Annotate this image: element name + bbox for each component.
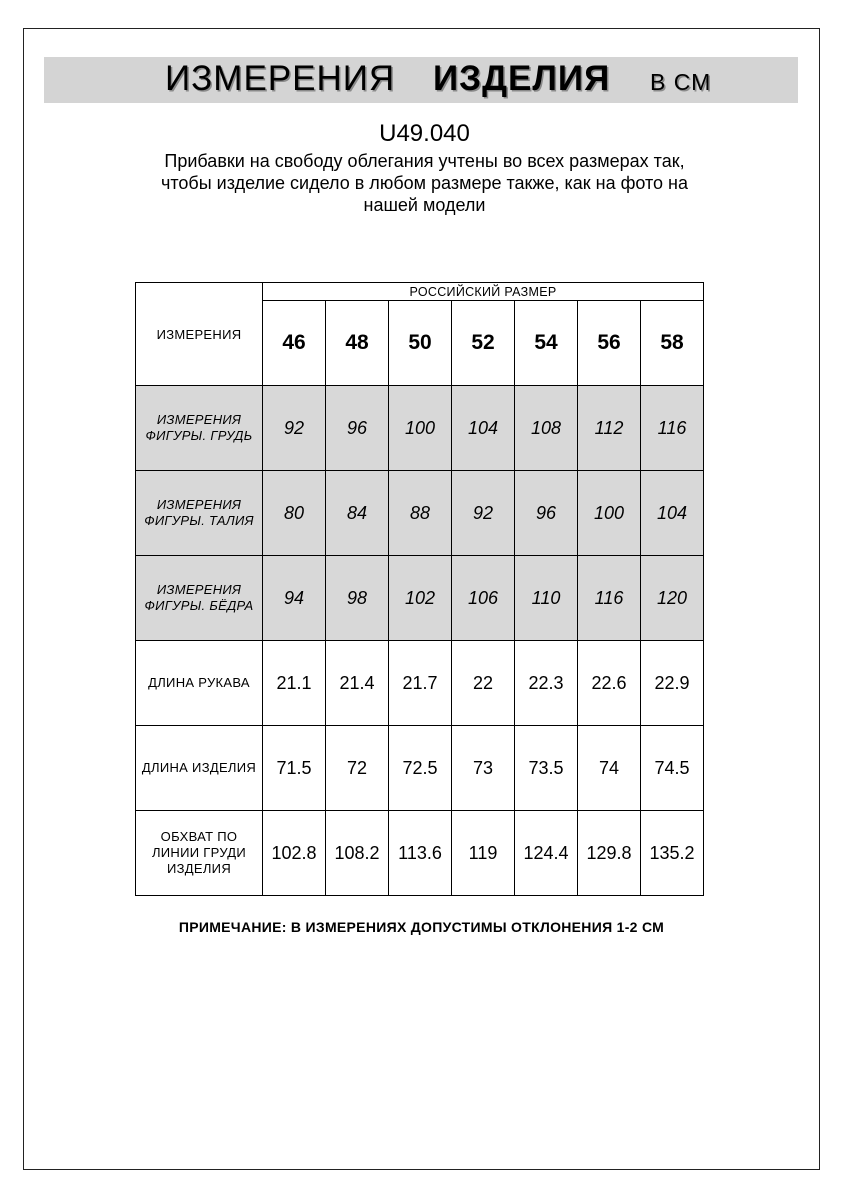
title-measurements: ИЗМЕРЕНИЯ	[165, 59, 396, 98]
value-cell: 84	[326, 471, 389, 556]
value-cell: 100	[389, 386, 452, 471]
value-cell: 98	[326, 556, 389, 641]
row-label	[136, 386, 263, 471]
value-cell: 92	[263, 386, 326, 471]
size-header-cell: 50	[389, 301, 452, 386]
value-cell: 72.5	[389, 726, 452, 811]
size-header-cell: 56	[578, 301, 641, 386]
value-cell: 94	[263, 556, 326, 641]
row-label	[136, 556, 263, 641]
row-label	[136, 811, 263, 896]
value-cell: 116	[578, 556, 641, 641]
value-cell: 100	[578, 471, 641, 556]
row-label-line: ОБХВАТ ПО	[160, 829, 238, 844]
value-cell: 108	[515, 386, 578, 471]
value-cell: 96	[326, 386, 389, 471]
table-row	[136, 471, 704, 556]
value-cell: 106	[452, 556, 515, 641]
fit-note	[100, 150, 749, 216]
row-label-line: ИЗМЕРЕНИЯ	[156, 582, 242, 597]
value-cell: 92	[452, 471, 515, 556]
value-cell: 73.5	[515, 726, 578, 811]
value-cell: 21.7	[389, 641, 452, 726]
table-row	[136, 726, 704, 811]
value-cell: 129.8	[578, 811, 641, 896]
row-label	[136, 471, 263, 556]
value-cell: 124.4	[515, 811, 578, 896]
row-label-line: ИЗМЕРЕНИЯ	[156, 412, 242, 427]
size-header-cell: 46	[263, 301, 326, 386]
value-cell: 74	[578, 726, 641, 811]
value-cell: 74.5	[641, 726, 704, 811]
fit-note-line: нашей модели	[363, 195, 486, 215]
value-cell: 102	[389, 556, 452, 641]
value-cell: 102.8	[263, 811, 326, 896]
measurements-header: ИЗМЕРЕНИЯ	[136, 283, 263, 386]
value-cell: 22.3	[515, 641, 578, 726]
value-cell: 71.5	[263, 726, 326, 811]
value-cell: 96	[515, 471, 578, 556]
value-cell: 104	[641, 471, 704, 556]
value-cell: 22.6	[578, 641, 641, 726]
value-cell: 73	[452, 726, 515, 811]
table-row	[136, 386, 704, 471]
value-cell: 135.2	[641, 811, 704, 896]
value-cell: 72	[326, 726, 389, 811]
row-label-line: ЛИНИИ ГРУДИ	[151, 845, 247, 860]
value-cell: 108.2	[326, 811, 389, 896]
row-label-line: ДЛИНА РУКАВА	[148, 675, 250, 690]
size-header-cell: 52	[452, 301, 515, 386]
row-label-line: ФИГУРЫ. ТАЛИЯ	[144, 513, 254, 528]
value-cell: 116	[641, 386, 704, 471]
russian-size-header: РОССИЙСКИЙ РАЗМЕР	[263, 283, 704, 301]
value-cell: 113.6	[389, 811, 452, 896]
value-cell: 22.9	[641, 641, 704, 726]
value-cell: 104	[452, 386, 515, 471]
row-label-line: ФИГУРЫ. БЁДРА	[144, 598, 254, 613]
size-header-cell: 48	[326, 301, 389, 386]
table-row	[136, 641, 704, 726]
value-cell: 119	[452, 811, 515, 896]
value-cell: 22	[452, 641, 515, 726]
title-product: ИЗДЕЛИЯ	[433, 59, 611, 98]
size-header-cell: 58	[641, 301, 704, 386]
article-number: U49.040	[379, 120, 470, 147]
size-header-cell: 54	[515, 301, 578, 386]
size-table	[135, 282, 704, 896]
row-label-line: ИЗДЕЛИЯ	[166, 861, 232, 876]
value-cell: 112	[578, 386, 641, 471]
fit-note-line: чтобы изделие сидело в любом размере также, как на фото на	[160, 173, 689, 193]
fit-note-line: Прибавки на свободу облегания учтены во всех размерах так,	[164, 151, 685, 171]
value-cell: 21.1	[263, 641, 326, 726]
value-cell: 120	[641, 556, 704, 641]
title-units: В СМ	[650, 69, 712, 95]
value-cell: 110	[515, 556, 578, 641]
row-label-line: ИЗМЕРЕНИЯ	[156, 497, 242, 512]
table-row	[136, 556, 704, 641]
title-bar	[44, 57, 798, 103]
tolerance-footnote: ПРИМЕЧАНИЕ: В ИЗМЕРЕНИЯХ ДОПУСТИМЫ ОТКЛОНЕНИЯ 1-2 СМ	[178, 919, 665, 935]
value-cell: 21.4	[326, 641, 389, 726]
row-label	[136, 726, 263, 811]
value-cell: 80	[263, 471, 326, 556]
row-label	[136, 641, 263, 726]
value-cell: 88	[389, 471, 452, 556]
table-row	[136, 811, 704, 896]
row-label-line: ДЛИНА ИЗДЕЛИЯ	[141, 760, 257, 775]
row-label-line: ФИГУРЫ. ГРУДЬ	[145, 428, 253, 443]
